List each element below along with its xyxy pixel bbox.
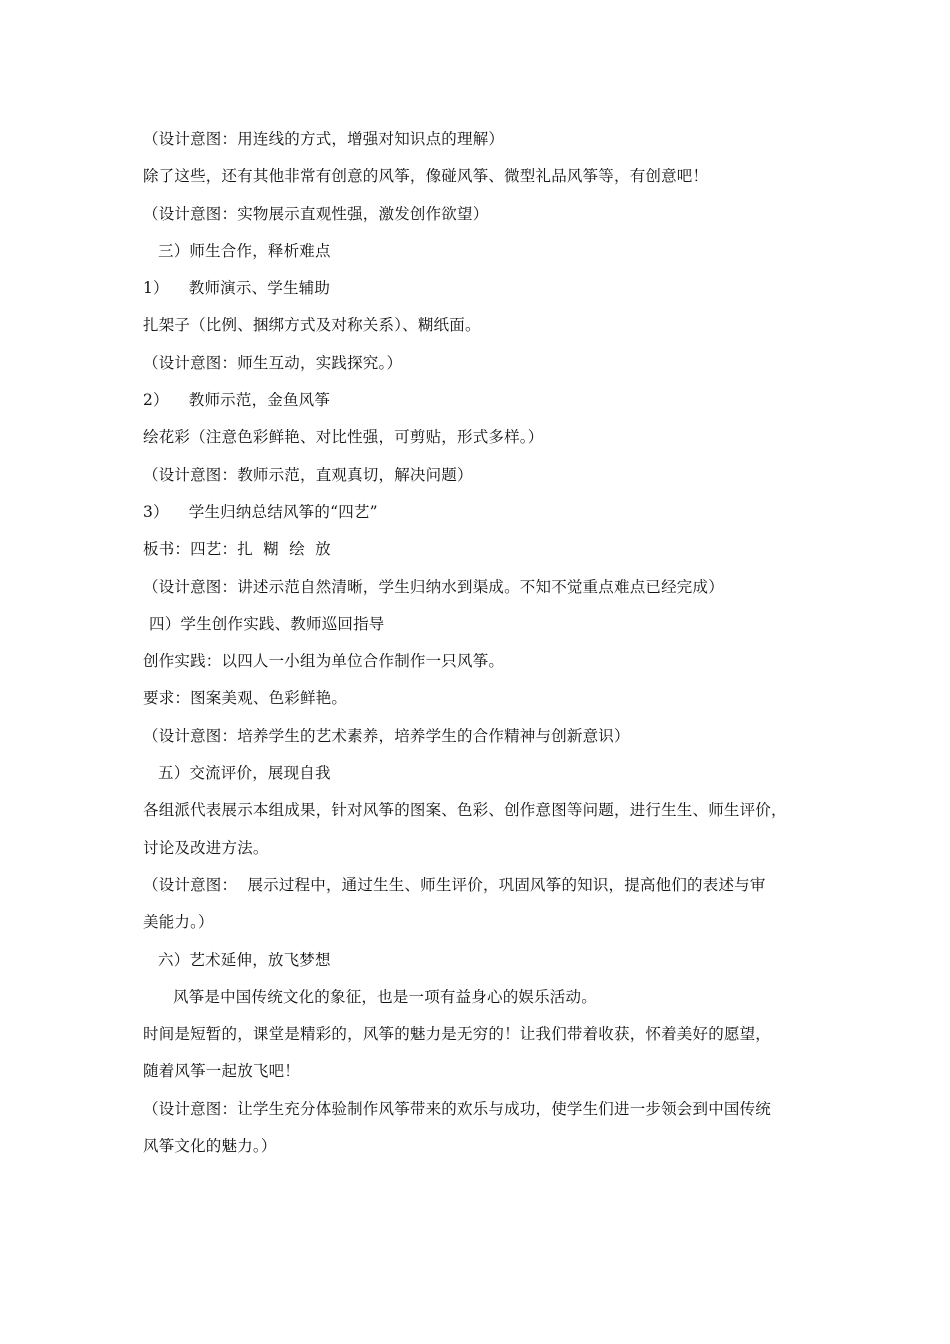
design-intent-note: 风筝文化的魅力。） bbox=[143, 1137, 277, 1156]
document-body bbox=[143, 121, 823, 1165]
paragraph: 讨论及改进方法。 bbox=[143, 838, 269, 857]
design-intent-note: （设计意图：教师示范，直观真切，解决问题） bbox=[143, 465, 473, 484]
paragraph: 绘花彩（注意色彩鲜艳、对比性强，可剪贴，形式多样。） bbox=[143, 428, 544, 447]
section-heading: 五）交流评价，展现自我 bbox=[158, 764, 331, 783]
section-heading: 六）艺术延伸，放飞梦想 bbox=[158, 950, 331, 969]
list-marker: 1） bbox=[143, 279, 169, 298]
design-intent-note: （设计意图：培养学生的艺术素养，培养学生的合作精神与创新意识） bbox=[143, 726, 630, 745]
paragraph: 创作实践：以四人一小组为单位合作制作一只风筝。 bbox=[143, 652, 505, 671]
paragraph: 风筝是中国传统文化的象征，也是一项有益身心的娱乐活动。 bbox=[173, 987, 597, 1006]
blackboard-note: 板书：四艺：扎 糊 绘 放 bbox=[143, 540, 331, 559]
list-item bbox=[143, 494, 823, 531]
design-intent-note: （设计意图：用连线的方式，增强对知识点的理解） bbox=[143, 130, 505, 148]
list-marker: 3） bbox=[143, 502, 169, 521]
section-heading: 四）学生创作实践、教师巡回指导 bbox=[149, 614, 385, 633]
list-item-text: 教师示范，金鱼风筝 bbox=[188, 391, 331, 410]
paragraph: 扎架子（比例、捆绑方式及对称关系）、糊纸面。 bbox=[143, 316, 481, 335]
paragraph: 除了这些，还有其他非常有创意的风筝，像碰风筝、微型礼品风筝等，有创意吧！ bbox=[143, 167, 709, 186]
list-item bbox=[143, 382, 823, 419]
section-heading: 三）师生合作，释析难点 bbox=[158, 241, 331, 260]
paragraph: 各组派代表展示本组成果，针对风筝的图案、色彩、创作意图等问题，进行生生、师生评价， bbox=[143, 801, 787, 820]
design-intent-note: （设计意图：实物展示直观性强，激发创作欲望） bbox=[143, 204, 489, 223]
design-intent-note: 美能力。） bbox=[143, 913, 214, 932]
design-intent-note: （设计意图：师生互动，实践探究。） bbox=[143, 353, 403, 372]
paragraph: 时间是短暂的，课堂是精彩的，风筝的魅力是无穷的！让我们带着收获，怀着美好的愿望， bbox=[143, 1025, 772, 1044]
design-intent-note: （设计意图：让学生充分体验制作风筝带来的欢乐与成功，使学生们进一步领会到中国传统 bbox=[143, 1099, 772, 1118]
design-intent-note: （设计意图：讲述示范自然清晰，学生归纳水到渠成。不知不觉重点难点已经完成） bbox=[143, 577, 724, 596]
design-intent-note: （设计意图： 展示过程中，通过生生、师生评价，巩固风筝的知识，提高他们的表述与审 bbox=[143, 875, 766, 894]
list-marker: 2） bbox=[143, 391, 169, 410]
list-item bbox=[143, 270, 823, 307]
list-item-text: 学生归纳总结风筝的“四艺” bbox=[188, 502, 378, 521]
paragraph: 要求：图案美观、色彩鲜艳。 bbox=[143, 689, 348, 708]
list-item-text: 教师演示、学生辅助 bbox=[188, 279, 331, 298]
paragraph: 随着风筝一起放飞吧！ bbox=[143, 1062, 301, 1081]
